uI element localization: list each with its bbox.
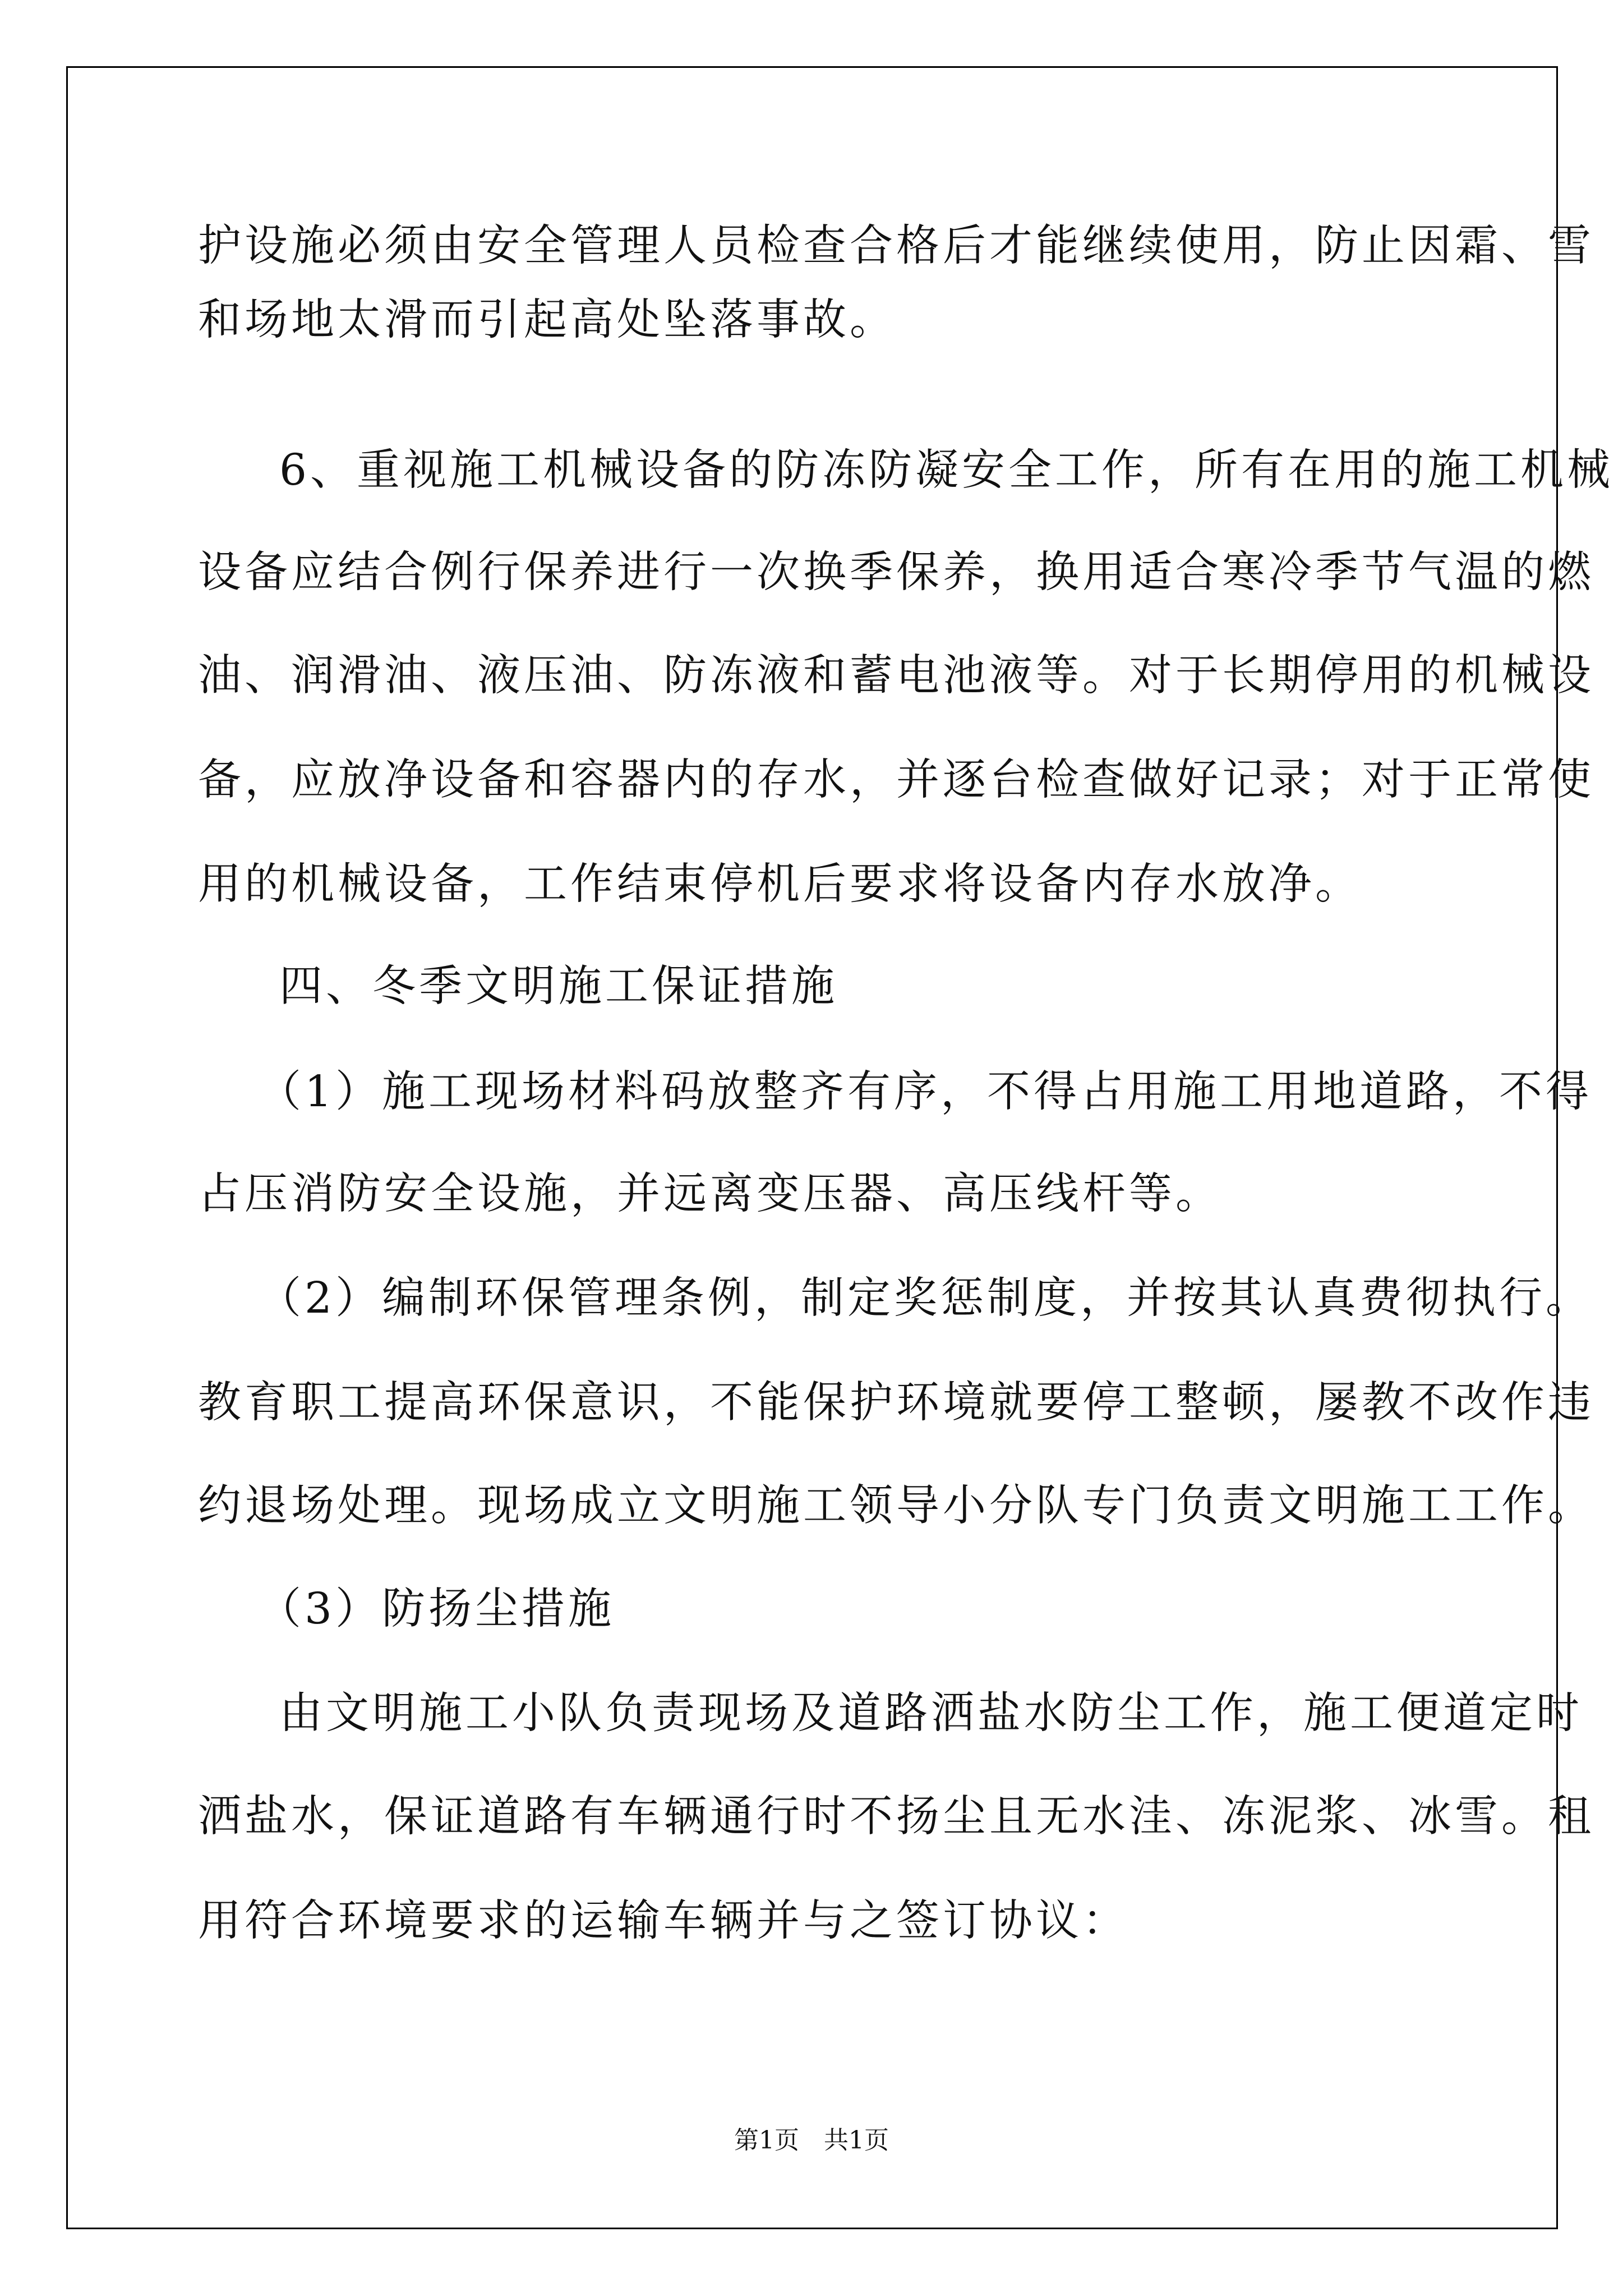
body-line-1: 护设施必须由安全管理人员检查合格后才能继续使用，防止因霜、雪 bbox=[198, 221, 1594, 271]
body-line-12: 教育职工提高环保意识，不能保护环境就要停工整顿，屡教不改作违 bbox=[198, 1378, 1594, 1428]
body-line-15: 由文明施工小队负责现场及道路洒盐水防尘工作，施工便道定时 bbox=[279, 1688, 1583, 1738]
body-line-7: 用的机械设备，工作结束停机后要求将设备内存水放净。 bbox=[198, 859, 1362, 909]
body-line-4: 设备应结合例行保养进行一次换季保养，换用适合寒冷季节气温的燃 bbox=[198, 547, 1594, 597]
body-line-2: 和场地太滑而引起高处坠落事故。 bbox=[198, 295, 896, 345]
body-line-5: 油、润滑油、液压油、防冻液和蓄电池液等。对于长期停用的机械设 bbox=[198, 651, 1594, 701]
body-line-3: 6、重视施工机械设备的防冻防凝安全工作，所有在用的施工机械 bbox=[279, 445, 1613, 495]
section-heading: 四、冬季文明施工保证措施 bbox=[279, 961, 838, 1011]
body-line-13: 约退场处理。现场成立文明施工领导小分队专门负责文明施工工作。 bbox=[198, 1481, 1594, 1531]
sub-heading: （3）防扬尘措施 bbox=[258, 1584, 615, 1634]
page-footer: 第1页 共1页 bbox=[734, 2126, 889, 2155]
body-line-11: （2）编制环保管理条例，制定奖惩制度，并按其认真费彻执行。 bbox=[258, 1273, 1592, 1323]
body-line-16: 洒盐水，保证道路有车辆通行时不扬尘且无水洼、冻泥浆、冰雪。租 bbox=[198, 1792, 1594, 1842]
body-line-17: 用符合环境要求的运输车辆并与之签订协议： bbox=[198, 1896, 1129, 1946]
body-line-6: 备，应放净设备和容器内的存水，并逐台检查做好记录；对于正常使 bbox=[198, 755, 1594, 805]
body-line-10: 占压消防安全设施，并远离变压器、高压线杆等。 bbox=[198, 1169, 1222, 1219]
body-line-9: （1）施工现场材料码放整齐有序，不得占用施工用地道路，不得 bbox=[258, 1067, 1592, 1117]
